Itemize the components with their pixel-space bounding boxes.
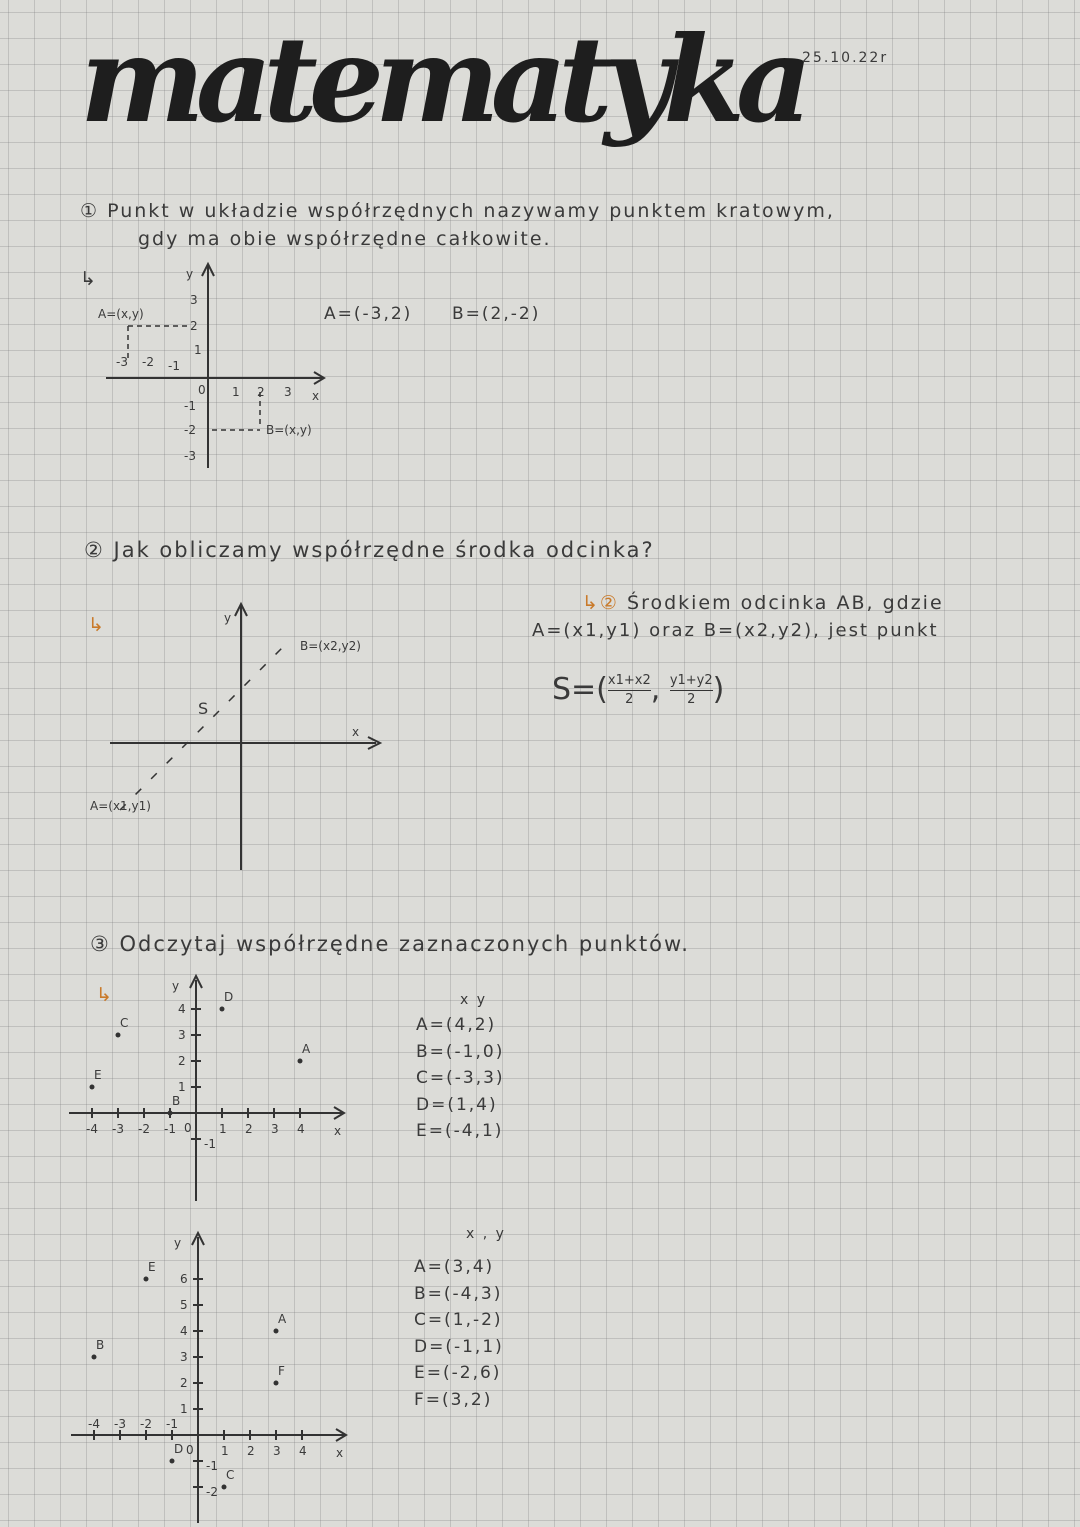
point-label: A xyxy=(278,1312,287,1326)
arrow-icon: ↳ xyxy=(96,984,114,1006)
svg-text:2: 2 xyxy=(257,385,265,399)
label-b: B=(x2,y2) xyxy=(300,639,361,653)
point-F xyxy=(274,1381,279,1386)
answers-header: x y xyxy=(460,992,488,1008)
point-label: A xyxy=(302,1042,311,1056)
x-tick-label: 2 xyxy=(245,1122,253,1136)
point-label: C xyxy=(120,1016,129,1030)
answer-item: B=(-1,0) xyxy=(416,1041,505,1062)
x-tick-label: -4 xyxy=(88,1417,100,1431)
x-tick-label: -1 xyxy=(164,1122,176,1136)
point-label: D xyxy=(224,990,234,1004)
graph-read-points-1 xyxy=(69,976,344,1201)
x-tick-label: 1 xyxy=(221,1444,229,1458)
point-label: B xyxy=(172,1094,181,1108)
answer-item: A=(4,2) xyxy=(416,1015,497,1035)
origin-label: 0 xyxy=(186,1443,194,1457)
x-tick-label: 3 xyxy=(273,1444,281,1458)
point-B xyxy=(92,1355,97,1360)
point-D xyxy=(170,1459,175,1464)
answer-item: C=(1,-2) xyxy=(414,1310,503,1330)
answers-header: x , y xyxy=(466,1226,506,1242)
x-tick-label: 4 xyxy=(299,1444,307,1458)
svg-text:-1: -1 xyxy=(184,399,196,413)
answer-item: D=(-1,1) xyxy=(414,1336,504,1357)
x-tick-label: -3 xyxy=(114,1417,126,1431)
svg-text:1: 1 xyxy=(232,385,240,399)
y-tick-label: -2 xyxy=(206,1485,218,1499)
svg-text:0: 0 xyxy=(198,383,206,397)
point-label: B xyxy=(96,1338,105,1352)
y-axis-label: y xyxy=(172,979,180,993)
y-tick-label: -1 xyxy=(204,1137,216,1151)
svg-text:-3: -3 xyxy=(116,355,128,369)
answer-item: D=(1,4) xyxy=(416,1094,498,1115)
graph-lattice-points xyxy=(98,264,324,468)
definition-line2: A=(x1,y1) oraz B=(x2,y2), jest punkt xyxy=(532,620,939,641)
x-tick-label: -2 xyxy=(140,1417,152,1431)
section1-text-line2: gdy ma obie współrzędne całkowite. xyxy=(138,228,552,250)
svg-text:x: x xyxy=(352,725,360,739)
point-label: C xyxy=(226,1468,235,1482)
y-axis-label: y xyxy=(186,267,194,281)
origin-label: 0 xyxy=(184,1121,192,1135)
answer-item: F=(3,2) xyxy=(414,1389,493,1410)
svg-text:y: y xyxy=(224,611,232,625)
section1-text-line1: ① Punkt w układzie współrzędnych nazywamy punktem kratowym, xyxy=(80,200,835,222)
x-axis-label: x xyxy=(312,389,320,403)
x-axis-label: x xyxy=(334,1124,342,1138)
example-a: A=(-3,2) xyxy=(324,304,413,324)
example-b: B=(2,-2) xyxy=(452,304,541,324)
svg-text:-2: -2 xyxy=(184,423,196,437)
point-label: D xyxy=(174,1442,184,1456)
section2-question: ② Jak obliczamy współrzędne środka odcinka? xyxy=(84,538,655,562)
svg-text:1: 1 xyxy=(194,343,202,357)
date: 25.10.22r xyxy=(802,50,889,66)
definition-line1: ↳② Środkiem odcinka AB, gdzie xyxy=(582,592,944,614)
label-a: A=(x1,y1) xyxy=(90,799,151,813)
x-tick-label: 4 xyxy=(297,1122,305,1136)
y-tick-label: 2 xyxy=(180,1376,188,1390)
answer-item: A=(3,4) xyxy=(414,1257,495,1277)
y-tick-label: 1 xyxy=(178,1080,186,1094)
svg-text:-1: -1 xyxy=(168,359,180,373)
graph-midpoint xyxy=(90,604,380,870)
x-tick-label: -4 xyxy=(86,1122,98,1136)
y-tick-label: 1 xyxy=(180,1402,188,1416)
point-label: F xyxy=(278,1364,285,1378)
answer-item: E=(-4,1) xyxy=(416,1121,504,1141)
arrow-icon: ↳ xyxy=(88,614,106,636)
x-tick-label: 1 xyxy=(219,1122,227,1136)
answer-item: E=(-2,6) xyxy=(414,1363,502,1383)
svg-text:2: 2 xyxy=(190,319,198,333)
svg-text:-2: -2 xyxy=(142,355,154,369)
answer-item: C=(-3,3) xyxy=(416,1068,505,1088)
point-label: E xyxy=(94,1068,102,1082)
point-B xyxy=(168,1111,173,1116)
y-tick-label: 4 xyxy=(180,1324,188,1338)
answer-item: B=(-4,3) xyxy=(414,1283,503,1304)
arrow-icon: ↳ xyxy=(80,268,98,290)
point-A xyxy=(298,1059,303,1064)
point-E xyxy=(90,1085,95,1090)
x-tick-label: -1 xyxy=(166,1417,178,1431)
y-tick-label: 3 xyxy=(180,1350,188,1364)
point-label: E xyxy=(148,1260,156,1274)
y-axis-label: y xyxy=(174,1236,182,1250)
x-tick-label: 2 xyxy=(247,1444,255,1458)
y-tick-label: 3 xyxy=(178,1028,186,1042)
point-A xyxy=(274,1329,279,1334)
y-tick-label: 2 xyxy=(178,1054,186,1068)
y-tick-label: 4 xyxy=(178,1002,186,1016)
midpoint-formula: S=( $\frac{x1+x2}{2}$, $\frac{y1+y2}{2}$) xyxy=(552,672,725,707)
y-tick-label: 5 xyxy=(180,1298,188,1312)
section3-instruction: ③ Odczytaj współrzędne zaznaczonych punktów. xyxy=(90,932,690,956)
point-C xyxy=(222,1485,227,1490)
label-a: A=(x,y) xyxy=(98,307,144,321)
graph-read-points-2 xyxy=(71,1233,346,1523)
svg-text:3: 3 xyxy=(284,385,292,399)
x-tick-label: -2 xyxy=(138,1122,150,1136)
page-title: matematyka xyxy=(80,10,804,149)
label-s: S xyxy=(198,699,209,718)
y-tick-label: 6 xyxy=(180,1272,188,1286)
label-b: B=(x,y) xyxy=(266,423,312,437)
svg-text:-3: -3 xyxy=(184,449,196,463)
x-tick-label: 3 xyxy=(271,1122,279,1136)
point-D xyxy=(220,1007,225,1012)
point-C xyxy=(116,1033,121,1038)
section-number: ① xyxy=(80,200,100,222)
x-tick-label: -3 xyxy=(112,1122,124,1136)
x-axis-label: x xyxy=(336,1446,344,1460)
svg-text:3: 3 xyxy=(190,293,198,307)
y-tick-label: -1 xyxy=(206,1459,218,1473)
point-E xyxy=(144,1277,149,1282)
